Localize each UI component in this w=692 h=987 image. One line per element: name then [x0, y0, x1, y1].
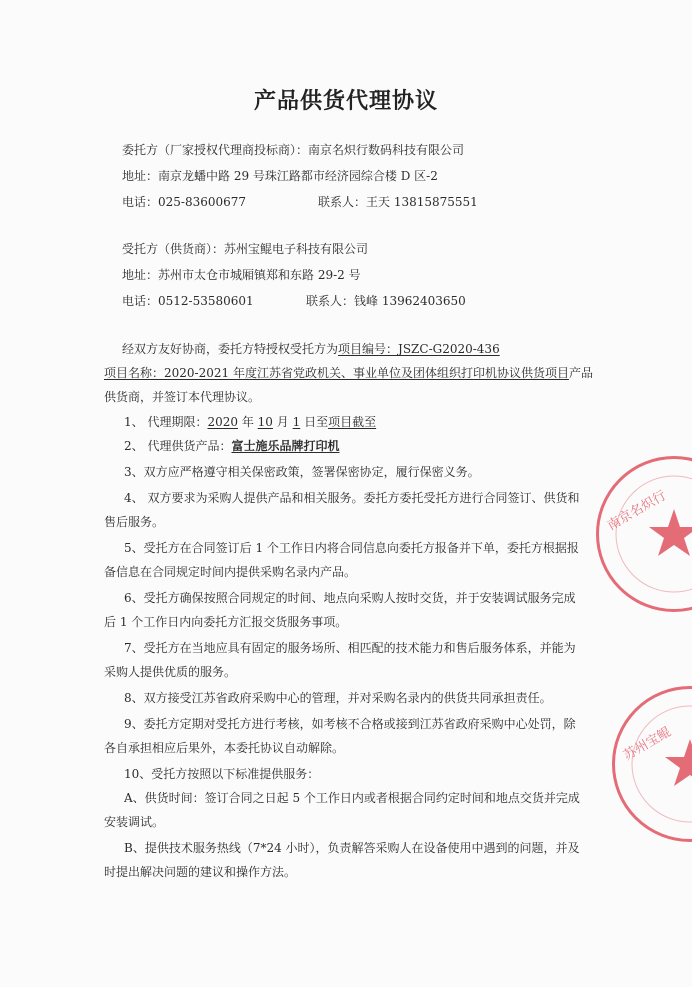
seal-star-icon — [615, 689, 692, 839]
clause-1-day-unit: 日至 — [304, 415, 329, 429]
principal-party-value: 南京名炽行数码科技有限公司 — [308, 143, 465, 157]
agent-party-value: 苏州宝鲲电子科技有限公司 — [224, 242, 369, 256]
clause-b-line-2: 时提出解决问题的建议和操作方法。 — [104, 865, 297, 879]
intro-line-1 — [122, 340, 500, 357]
agent-address-label: 地址： — [122, 268, 159, 282]
clause-1-end: 项目截至 — [328, 415, 377, 429]
intro-closing: 供货商，并签订本代理协议。 — [104, 390, 261, 404]
project-number: 项目编号：JSZC-G2020-436 — [338, 342, 500, 356]
clause-2-prefix: 2、 代理供货产品： — [124, 439, 232, 453]
intro-text: 经双方友好协商，委托方特授权受托方为 — [122, 342, 339, 356]
clause-1-year: 2020 — [207, 415, 238, 429]
principal-address-line — [122, 167, 438, 184]
clause-b-line-1: B、提供技术服务热线（7*24 小时），负责解答采购人在设备使用中遇到的问题，并及 — [124, 841, 580, 855]
principal-address-label: 地址： — [122, 169, 159, 183]
clause-9-line-2: 各自承担相应后果外，本委托协议自动解除。 — [104, 741, 345, 755]
agent-address-value: 苏州市太仓市城厢镇郑和东路 29-2 号 — [158, 268, 361, 282]
document-title: 产品供货代理协议 — [253, 89, 438, 114]
principal-party-label: 委托方（厂家授权代理商投标商）： — [122, 143, 309, 157]
svg-text:苏州宝鲲: 苏州宝鲲 — [621, 724, 674, 764]
clause-2 — [124, 437, 339, 454]
principal-contact-value: 王天 13815875551 — [366, 195, 478, 209]
clause-1-month-unit: 月 — [276, 415, 289, 429]
principal-address-value: 南京龙蟠中路 29 号珠江路都市经济园综合楼 D 区-2 — [158, 169, 438, 183]
clause-1-month: 10 — [257, 415, 273, 429]
agent-address-line — [122, 266, 361, 283]
agent-phone-line — [122, 292, 254, 309]
seal-star-icon — [599, 459, 692, 609]
clause-4-line-2: 售后服务。 — [104, 515, 165, 529]
principal-party-line — [122, 141, 464, 158]
agent-contact-value: 钱峰 13962403650 — [354, 294, 466, 308]
clause-2-product: 富士施乐品牌打印机 — [231, 439, 340, 453]
clause-1-day: 1 — [292, 415, 301, 429]
intro-line-2 — [104, 364, 593, 381]
project-name: 项目名称：2020-2021 年度江苏省党政机关、事业单位及团体组织打印机协议供货项目 — [104, 366, 569, 380]
clause-1-year-unit: 年 — [241, 415, 254, 429]
clause-5-line-1: 5、受托方在合同签订后 1 个工作日内将合同信息向委托方报备并下单，委托方根据报 — [124, 541, 579, 555]
intro-line-3 — [104, 388, 260, 405]
company-seal-stamp-upper — [596, 456, 692, 612]
clause-6-line-2: 后 1 个工作日内向委托方汇报交货服务事项。 — [104, 615, 348, 629]
principal-phone-value: 025-83600677 — [158, 195, 247, 209]
agent-phone-label: 电话： — [122, 294, 159, 308]
clause-8: 8、双方接受江苏省政府采购中心的管理，并对采购名录内的供货共同承担责任。 — [124, 691, 552, 705]
principal-contact-label: 联系人： — [318, 195, 367, 209]
clause-a-line-1: A、供货时间：签订合同之日起 5 个工作日内或者根据合同约定时间和地点交货并完成 — [124, 791, 580, 805]
agent-contact-line — [306, 292, 466, 309]
clause-7-line-2: 采购人提供优质的服务。 — [104, 665, 237, 679]
principal-contact-line — [318, 193, 478, 210]
agent-party-line — [122, 240, 368, 257]
agent-contact-label: 联系人： — [306, 294, 355, 308]
clause-6-line-1: 6、受托方确保按照合同规定的时间、地点向采购人按时交货，并于安装调试服务完成 — [124, 591, 576, 605]
clause-1-prefix: 1、 代理期限： — [124, 415, 208, 429]
svg-text:南京名炽行: 南京名炽行 — [605, 488, 669, 534]
company-seal-stamp-lower — [612, 686, 692, 842]
agent-party-label: 受托方（供货商）： — [122, 242, 225, 256]
clause-3: 3、双方应严格遵守相关保密政策，签署保密协定，履行保密义务。 — [124, 465, 480, 479]
clause-7-line-1: 7、受托方在当地应具有固定的服务场所、相匹配的技术能力和售后服务体系，并能为 — [124, 641, 576, 655]
clause-10: 10、受托方按照以下标准提供服务： — [124, 767, 320, 781]
principal-phone-line — [122, 193, 246, 210]
clause-1 — [124, 413, 376, 430]
clause-5-line-2: 备信息在合同规定时间内提供采购名录内产品。 — [104, 565, 357, 579]
clause-9-line-1: 9、委托方定期对受托方进行考核，如考核不合格或接到江苏省政府采购中心处罚，除 — [124, 717, 576, 731]
principal-phone-label: 电话： — [122, 195, 159, 209]
agent-phone-value: 0512-53580601 — [158, 294, 254, 308]
clause-4-line-1: 4、 双方要求为采购人提供产品和相关服务。委托方委托受托方进行合同签订、供货和 — [124, 491, 580, 505]
intro-tail: 产品 — [568, 366, 593, 380]
clause-a-line-2: 安装调试。 — [104, 815, 165, 829]
